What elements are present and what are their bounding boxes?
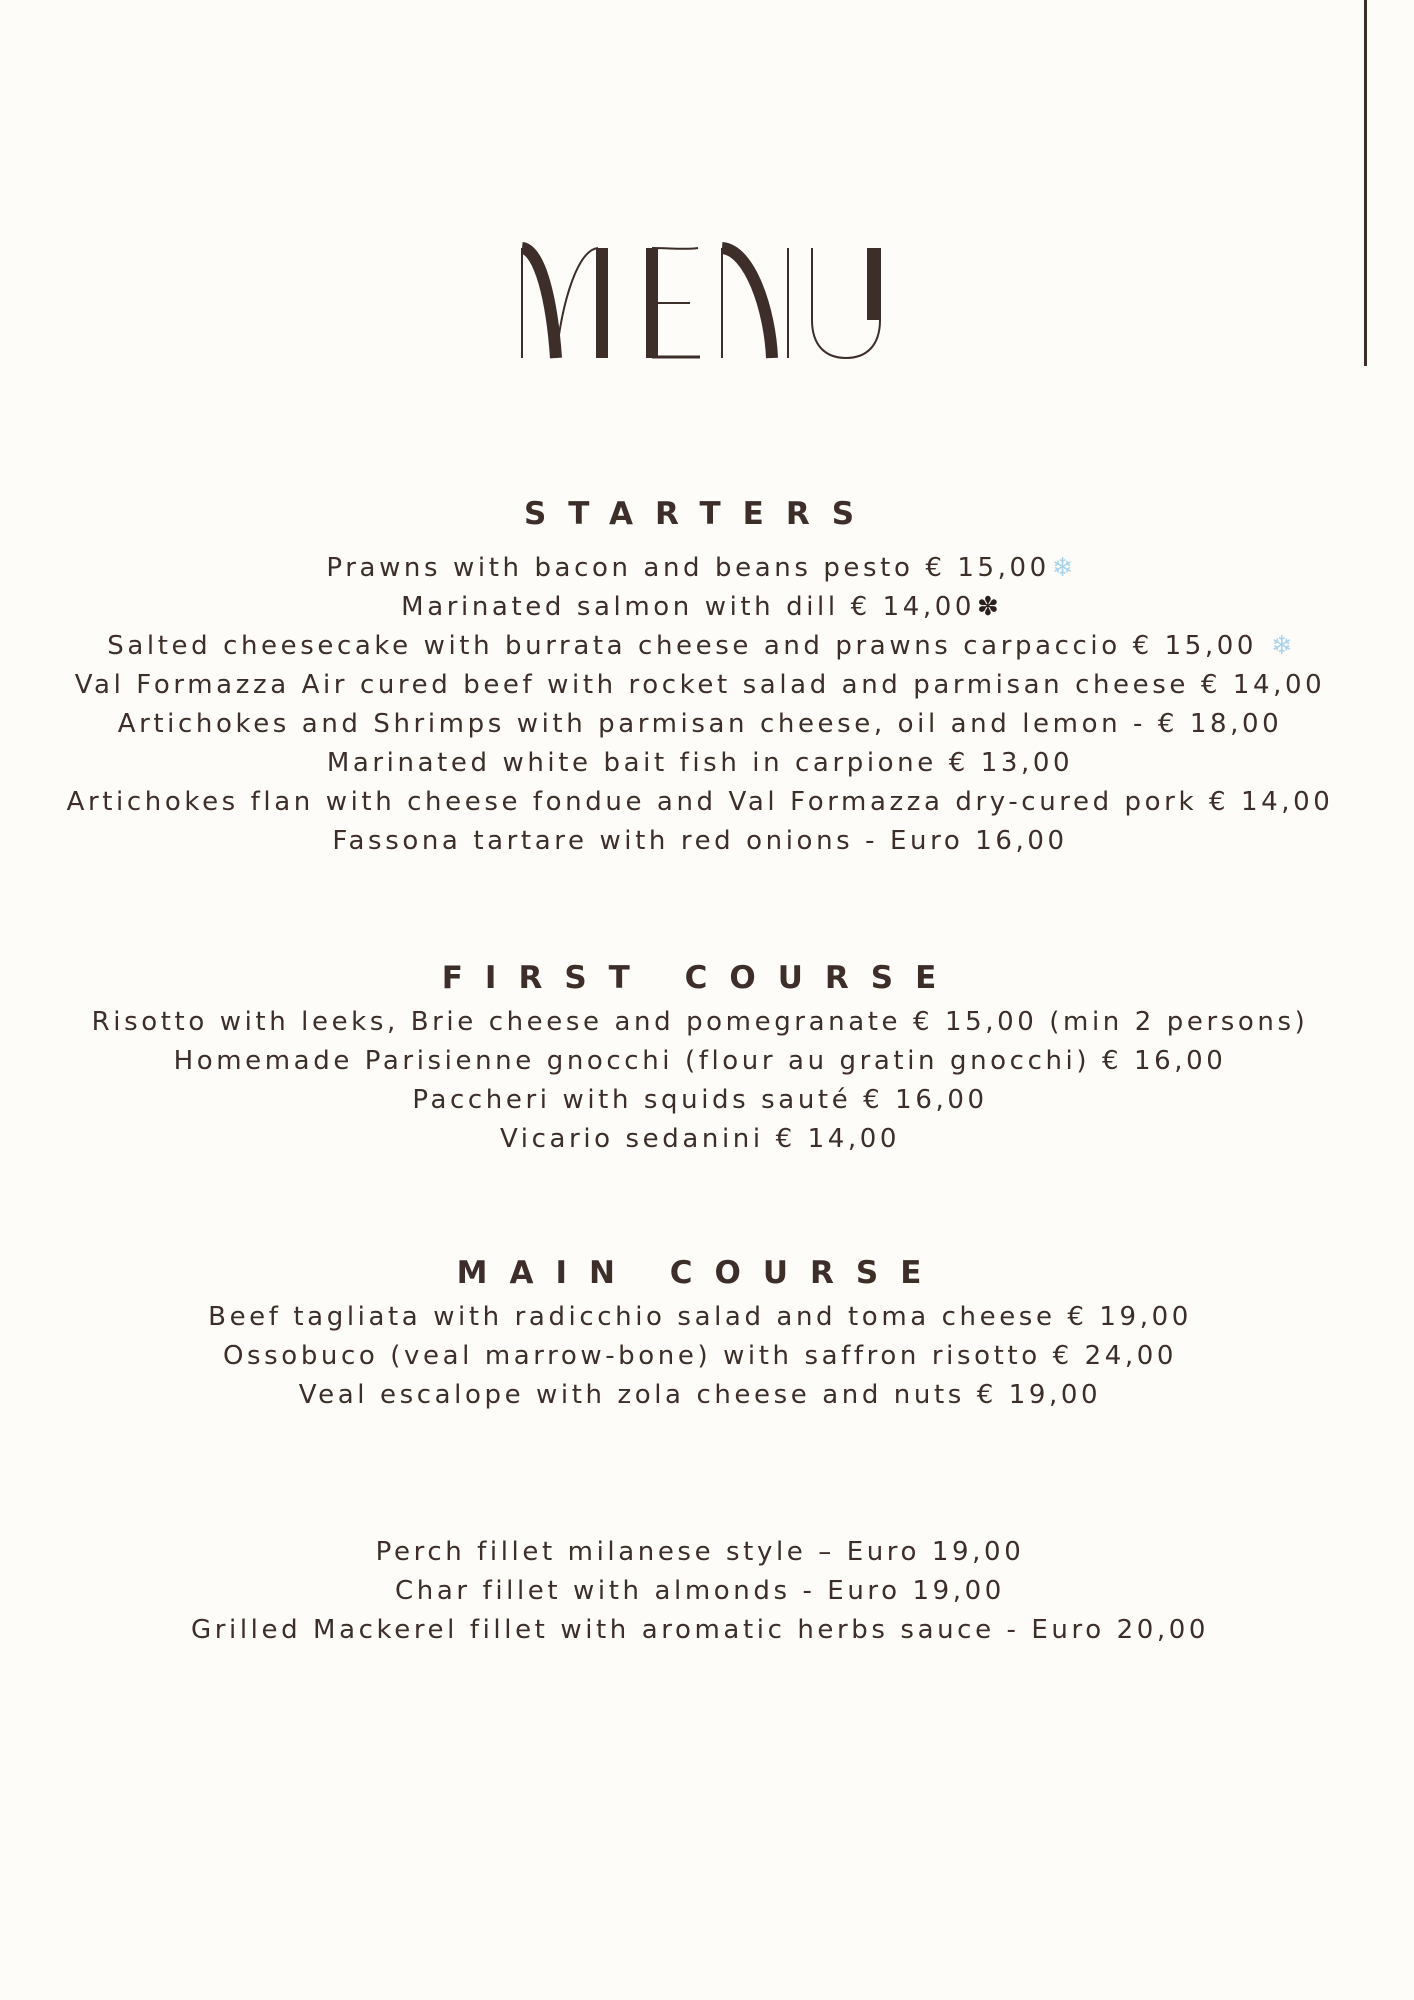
list-item: Val Formazza Air cured beef with rocket salad and parmisan cheese € 14,00 [74, 670, 1326, 700]
list-item: Artichokes and Shrimps with parmisan cheese, oil and lemon - € 18,00 [117, 709, 1283, 739]
list-item: Salted cheesecake with burrata cheese and prawns carpaccio € 15,00 ❄ [0, 627, 1400, 666]
snowflake-icon: ❄ [1270, 631, 1293, 661]
menu-title-logo [520, 240, 890, 365]
list-item: Artichokes flan with cheese fondue and Val Formazza dry-cured pork € 14,00 [66, 787, 1334, 817]
list-item: Marinated white bait fish in carpione € 13,00 [326, 748, 1074, 778]
list-item: Beef tagliata with radicchio salad and toma cheese € 19,00 [208, 1302, 1192, 1332]
section-heading-starters: STARTERS [523, 496, 877, 532]
flower-icon: ✽ [977, 592, 999, 622]
list-item: Paccheri with squids sauté € 16,00 [412, 1085, 988, 1115]
list-item: Ossobuco (veal marrow-bone) with saffron risotto € 24,00 [222, 1341, 1178, 1371]
snowflake-icon: ❄ [1051, 553, 1074, 583]
decorative-vertical-line [1364, 0, 1367, 366]
list-item: Grilled Mackerel fillet with aromatic herbs sauce - Euro 20,00 [190, 1615, 1210, 1645]
list-item: Homemade Parisienne gnocchi (flour au gratin gnocchi) € 16,00 [173, 1046, 1227, 1076]
main-course-list [0, 1298, 1400, 1415]
first-course-list [0, 1003, 1400, 1159]
list-item: Fassona tartare with red onions - Euro 16,00 [332, 826, 1068, 856]
section-heading-first-course: FIRST COURSE [441, 960, 959, 996]
list-item: Perch fillet milanese style – Euro 19,00 [375, 1537, 1025, 1567]
starters-list [0, 549, 1400, 861]
section-heading-main-course: MAIN COURSE [456, 1255, 944, 1291]
list-item: Char fillet with almonds - Euro 19,00 [395, 1576, 1005, 1606]
menu-title [520, 240, 890, 365]
list-item: Marinated salmon with dill € 14,00✽ [0, 588, 1400, 627]
list-item: Veal escalope with zola cheese and nuts € 19,00 [298, 1380, 1102, 1410]
list-item: Vicario sedanini € 14,00 [499, 1124, 901, 1154]
fish-list [0, 1533, 1400, 1650]
list-item: Prawns with bacon and beans pesto € 15,00❄ [0, 549, 1400, 588]
list-item: Risotto with leeks, Brie cheese and pomegranate € 15,00 (min 2 persons) [91, 1007, 1309, 1037]
